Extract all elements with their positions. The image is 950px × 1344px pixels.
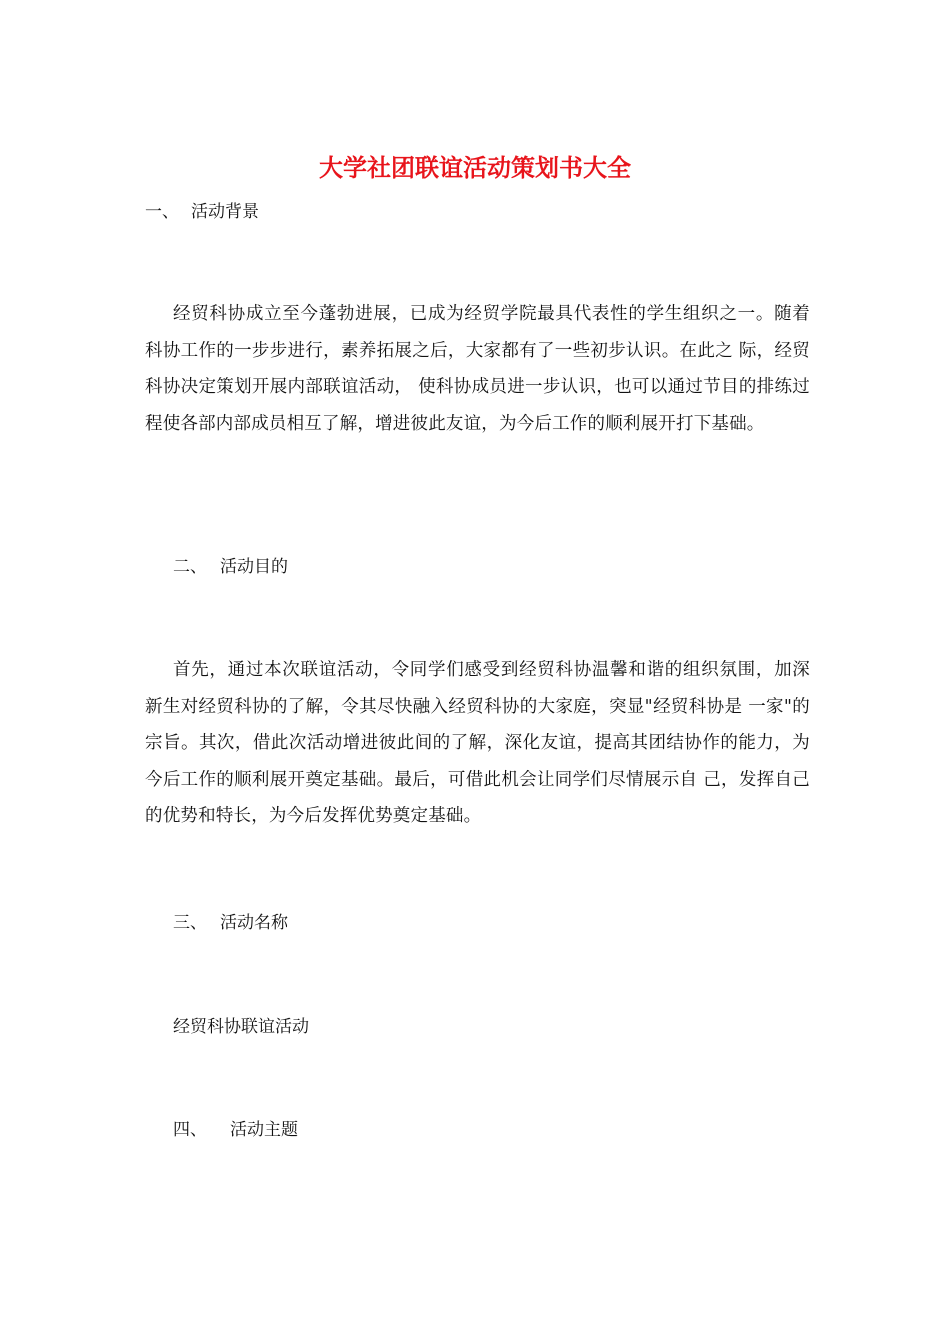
document-title: 大学社团联谊活动策划书大全 [319,153,631,182]
section-heading-name [173,910,288,936]
purpose-paragraph: 首先，通过本次联谊活动，令同学们感受到经贸科协温馨和谐的组织氛围，加深新生对经贸科协的了解，令其尽快融入经贸科协的大家庭，突显"经贸科协是 一家"的宗旨。其次，借此次活动增进彼此间的了解，深化友谊，提高其团结协作的能力，为今后工作的顺利展开奠定基础。最后，可借此机会让同学们尽情展示自 己，发挥自己的优势和特长，为今后发挥优势奠定基础。 [145,660,810,826]
section-title: 活动目的 [220,557,288,577]
section-title: 活动名称 [220,913,288,933]
section-heading-theme [173,1117,298,1143]
section-title: 活动背景 [191,202,259,222]
section-number: 四、 [173,1120,207,1140]
activity-name-text: 经贸科协联谊活动 [173,1017,309,1037]
section-title: 活动主题 [230,1120,298,1140]
section-heading-background [145,199,259,225]
section-heading-purpose [173,554,288,580]
background-paragraph: 经贸科协成立至今蓬勃进展，已成为经贸学院最具代表性的学生组织之一。随着科协工作的一步步进行，素养拓展之后，大家都有了一些初步认识。在此之 际，经贸科协决定策划开展内部联谊活动， 使科协成员进一步认识，也可以通过节目的排练过程使各部内部成员相互了解，增进彼此友谊，为今后工作的顺利展开打下基础。 [145,304,810,434]
section-number: 二、 [173,557,207,577]
section-number: 一、 [145,202,179,222]
section-number: 三、 [173,913,207,933]
